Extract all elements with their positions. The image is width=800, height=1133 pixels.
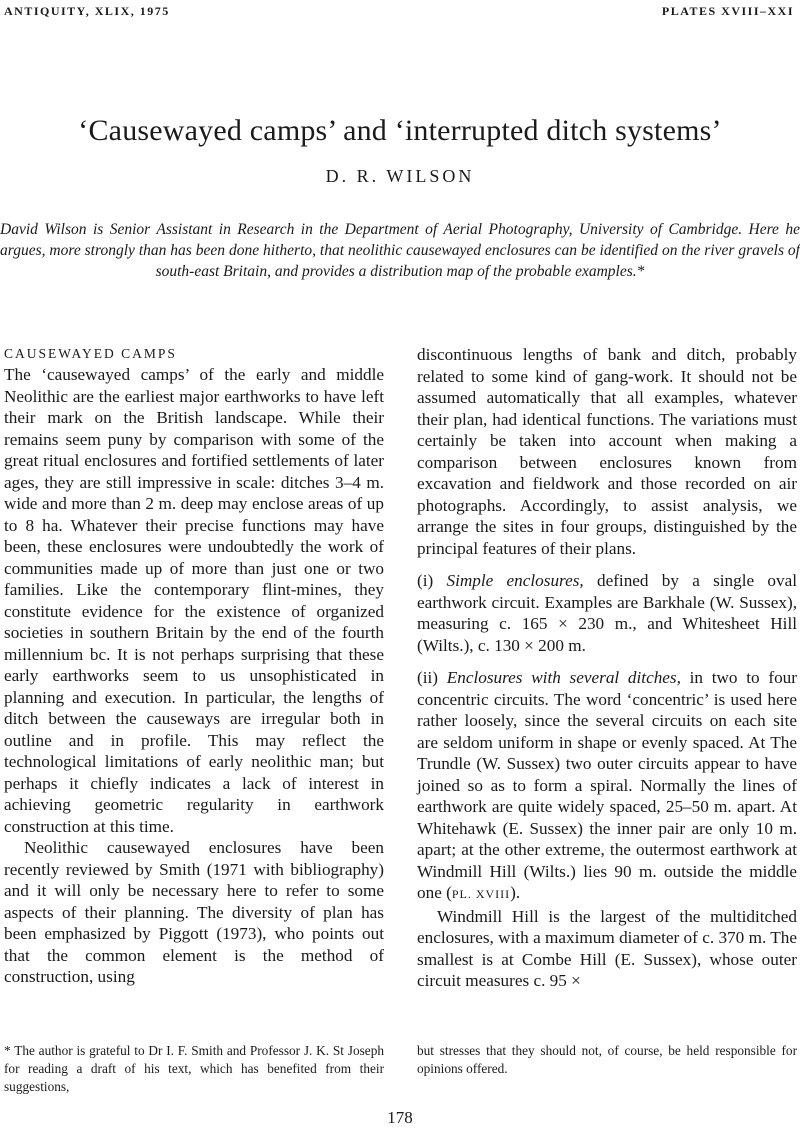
article-title: ‘Causewayed camps’ and ‘interrupted ditch systems’ bbox=[78, 114, 722, 147]
article-author: D. R. WILSON bbox=[325, 166, 475, 186]
footnote-rule bbox=[4, 1033, 384, 1034]
running-head-plates: PLATES XVIII–XXI bbox=[661, 4, 794, 18]
paragraph: Neolithic causewayed enclosures have been recently reviewed by Smith (1971 with bibliography) and it will only be necessary here to refer to some aspects of their planning. The diversity of plan has been emphasized by Piggott (1973), who points out that the common element is the method of construction, using bbox=[4, 838, 384, 986]
left-column bbox=[4, 344, 384, 988]
item-term: Simple enclosures, bbox=[446, 571, 584, 590]
item-label: (i) bbox=[417, 571, 434, 590]
item-text-close: ). bbox=[510, 883, 521, 902]
abstract bbox=[0, 219, 800, 282]
running-head-journal: ANTIQUITY, XLIX, 1975 bbox=[4, 4, 170, 18]
section-heading: CAUSEWAYED CAMPS bbox=[4, 346, 177, 361]
list-item bbox=[417, 570, 797, 656]
item-text: in two to four concentric circuits. The word ‘concentric’ is used here rather loosely, since the several circuits on each site are seldom uniform in shape or evenly spaced. At The Trundle (W. Sussex) two outer circuits appear to have joined so as to form a spiral. Normally the lines of earthwork are quite widely spaced, 25–50 m. apart. At Whitehawk (E. Sussex) the inner pair are only 10 m. apart; at the other extreme, the outermost earthwork at Windmill Hill (Wilts.) lies 90 m. outside the middle one ( bbox=[417, 668, 797, 902]
item-text: defined by a single oval earthwork circuit. Examples are Barkhale (W. Sussex), measuring c. 165 × 230 m., and Whitesheet Hill (Wilts.), c. 130 × 200 m. bbox=[417, 571, 797, 655]
page-number: 178 bbox=[387, 1108, 413, 1127]
paragraph: Windmill Hill is the largest of the multiditched enclosures, with a maximum diameter of c. 370 m. The smallest is at Combe Hill (E. Sussex), whose outer circuit measures c. 95 × bbox=[417, 906, 797, 990]
running-head bbox=[4, 4, 794, 19]
item-term: Enclosures with several ditches, bbox=[446, 668, 681, 687]
item-label: (ii) bbox=[417, 668, 438, 687]
plate-reference: PL. XVIII bbox=[451, 887, 511, 901]
footnote-left: * The author is grateful to Dr I. F. Smith and Professor J. K. St Joseph for reading a draft of his text, which has benefited from their suggestions, bbox=[4, 1043, 384, 1094]
footnote-right: but stresses that they should not, of course, be held responsible for opinions offered. bbox=[417, 1043, 797, 1076]
list-item bbox=[417, 667, 797, 906]
paragraph: discontinuous lengths of bank and ditch, probably related to some kind of gang-work. It should not be assumed automatically that all examples, whatever their plan, had identical functions. The variations must certainly be taken into account when making a comparison between enclosures known from excavation and fieldwork and those recorded on air photographs. Accordingly, to assist analysis, we arrange the sites in four groups, distinguished by the principal features of their plans. bbox=[417, 345, 797, 558]
right-column bbox=[417, 344, 797, 992]
abstract-text: David Wilson is Senior Assistant in Research in the Department of Aerial Photography, University of Cambridge. Here he argues, more strongly than has been done hitherto, that neolithic causewayed enclosures can be identified on the river gravels of south-east Britain, and provides a distribution map of the probable examples.* bbox=[0, 221, 800, 280]
paragraph: The ‘causewayed camps’ of the early and middle Neolithic are the earliest major earthworks to have left their mark on the British landscape. While their remains seem puny by comparison with some of the great ritual enclosures and fortified settlements of later ages, they are still impressive in scale: ditches 3–4 m. wide and more than 2 m. deep may enclose areas of up to 8 ha. Whatever their precise functions may have been, these enclosures were undoubtedly the work of communities made up of more than just one or two families. Like the contemporary flint-mines, they constitute evidence for the existence of organized societies in southern Britain by the end of the fourth millennium bc. It is not perhaps surprising that these early earthworks seem to us unsophisticated in planning and execution. In particular, the lengths of ditch between the causeways are irregular both in outline and in profile. This may reflect the technological limitations of early neolithic man; but perhaps it chiefly indicates a lack of interest in achieving geometric regularity in earthwork construction at this time. bbox=[4, 365, 384, 836]
